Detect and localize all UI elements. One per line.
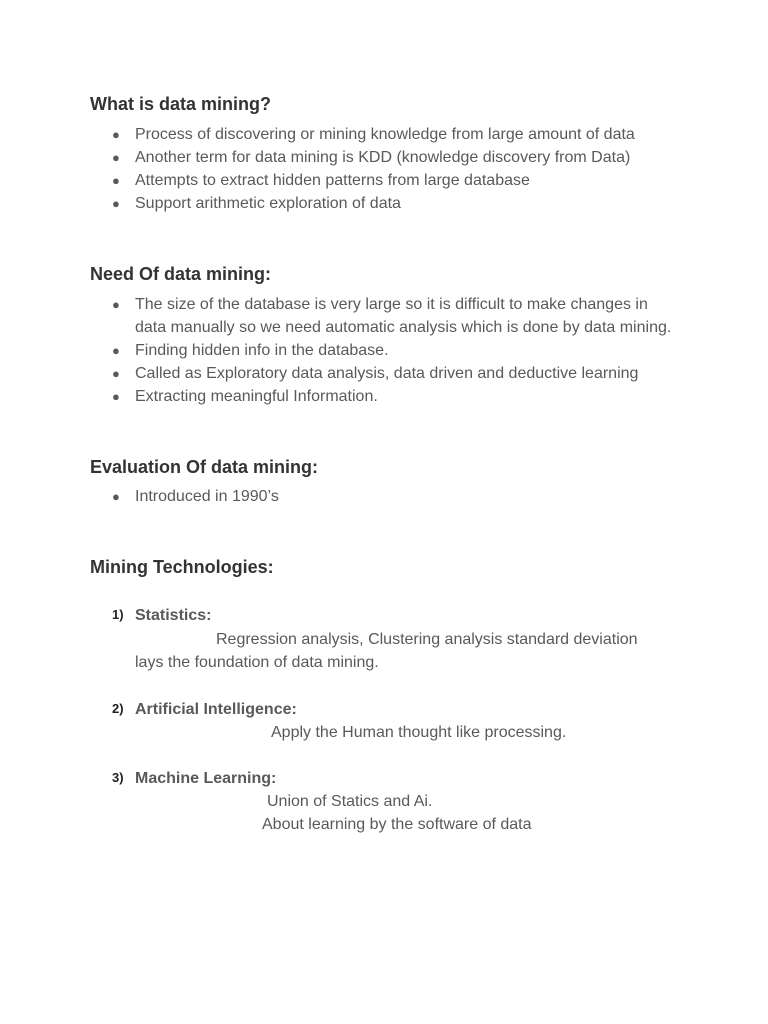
technology-description: Regression analysis, Clustering analysis standard deviation <box>216 631 638 648</box>
technology-title: Artificial Intelligence: <box>135 701 297 718</box>
list-number: 2) <box>112 701 124 716</box>
technology-description: lays the foundation of data mining. <box>135 654 379 671</box>
list-evaluation-of-data-mining <box>90 485 690 508</box>
heading-mining-technologies: Mining Technologies: <box>90 557 274 577</box>
heading-what-is-data-mining: What is data mining? <box>90 94 272 114</box>
technology-title: Machine Learning: <box>135 770 277 787</box>
technology-description: About learning by the software of data <box>262 816 532 833</box>
list-item: ● Called as Exploratory data analysis, data driven and deductive learning <box>90 362 680 385</box>
list-what-is-data-mining <box>90 123 690 215</box>
bullet-icon: ● <box>112 343 120 358</box>
bullet-icon: ● <box>112 489 120 504</box>
list-item: ● Process of discovering or mining knowledge from large amount of data <box>90 123 690 146</box>
list-item: ● Attempts to extract hidden patterns from large database <box>90 169 690 192</box>
bullet-icon: ● <box>112 389 120 404</box>
technology-statistics <box>90 604 690 674</box>
bullet-icon: ● <box>112 173 120 188</box>
technology-machine-learning <box>90 767 690 837</box>
list-need-of-data-mining <box>90 293 680 408</box>
bullet-icon: ● <box>112 366 120 381</box>
bullet-icon: ● <box>112 297 120 312</box>
list-item: ● Support arithmetic exploration of data <box>90 192 690 215</box>
list-number: 3) <box>112 770 124 785</box>
list-item: ● The size of the database is very large so it is difficult to make changes in data manually so we need automatic analysis which is done by data mining. <box>90 293 680 339</box>
heading-evaluation-of-data-mining: Evaluation Of data mining: <box>90 457 319 477</box>
bullet-icon: ● <box>112 150 120 165</box>
list-number: 1) <box>112 607 124 622</box>
list-item: ● Finding hidden info in the database. <box>90 339 680 362</box>
technology-description: Apply the Human thought like processing. <box>271 724 567 741</box>
list-item: ● Another term for data mining is KDD (knowledge discovery from Data) <box>90 146 690 169</box>
heading-need-of-data-mining: Need Of data mining: <box>90 264 272 284</box>
bullet-icon: ● <box>112 127 120 142</box>
technology-title: Statistics: <box>135 607 212 624</box>
bullet-icon: ● <box>112 196 120 211</box>
technology-description: Union of Statics and Ai. <box>267 793 433 810</box>
list-item: ● Introduced in 1990’s <box>90 485 690 508</box>
list-item: ● Extracting meaningful Information. <box>90 385 680 408</box>
technology-artificial-intelligence <box>90 698 690 748</box>
